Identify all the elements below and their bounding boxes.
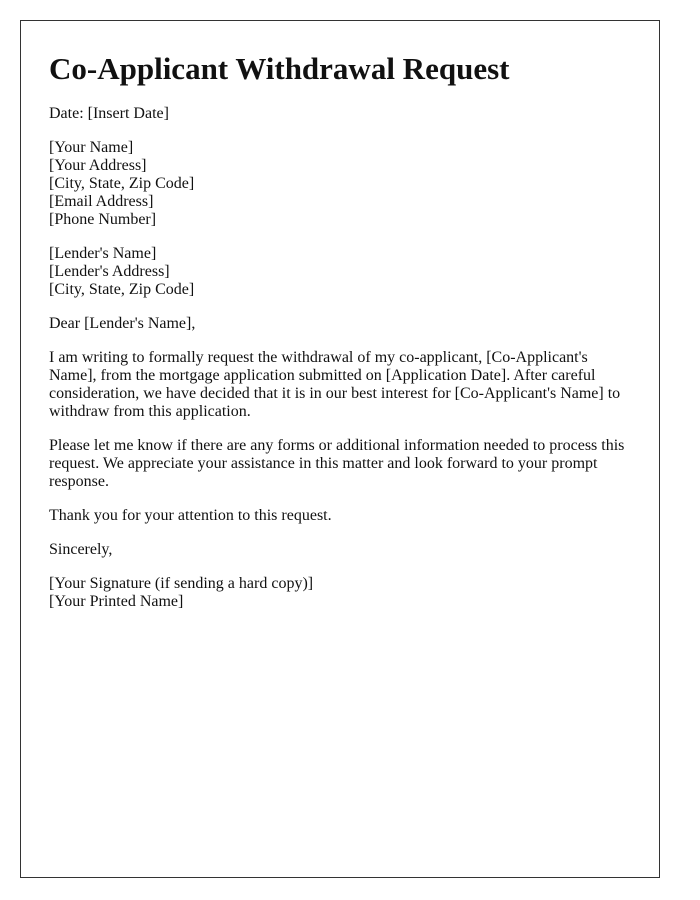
salutation: Dear [Lender's Name],: [49, 315, 196, 332]
body-paragraph-3: Thank you for your attention to this request.: [49, 507, 332, 524]
closing: Sincerely,: [49, 541, 113, 558]
recipient-block: [49, 245, 631, 299]
signature-line: [Your Signature (if sending a hard copy)]: [49, 575, 314, 592]
recipient-address: [Lender's Address]: [49, 263, 170, 280]
letter-page: [20, 20, 660, 878]
sender-block: [49, 139, 631, 229]
sender-address: [Your Address]: [49, 157, 147, 174]
sender-city-state-zip: [City, State, Zip Code]: [49, 175, 195, 192]
recipient-name: [Lender's Name]: [49, 245, 157, 262]
date-line: Date: [Insert Date]: [49, 105, 169, 122]
sender-name: [Your Name]: [49, 139, 134, 156]
signature-block: [49, 575, 631, 611]
body-paragraph-2: Please let me know if there are any forms or additional information needed to process this request. We appreciate your assistance in this matter and look forward to your prompt response.: [49, 437, 625, 490]
body-paragraph-1: I am writing to formally request the withdrawal of my co-applicant, [Co-Applicant's Name], from the mortgage application submitted on [Application Date]. After careful consideration, we have decided that it is in our best interest for [Co-Applicant's Name] to withdraw from this application.: [49, 349, 621, 420]
printed-name-line: [Your Printed Name]: [49, 593, 184, 610]
sender-phone: [Phone Number]: [49, 211, 157, 228]
sender-email: [Email Address]: [49, 193, 154, 210]
letter-title: Co-Applicant Withdrawal Request: [49, 51, 510, 86]
recipient-city-state-zip: [City, State, Zip Code]: [49, 281, 195, 298]
